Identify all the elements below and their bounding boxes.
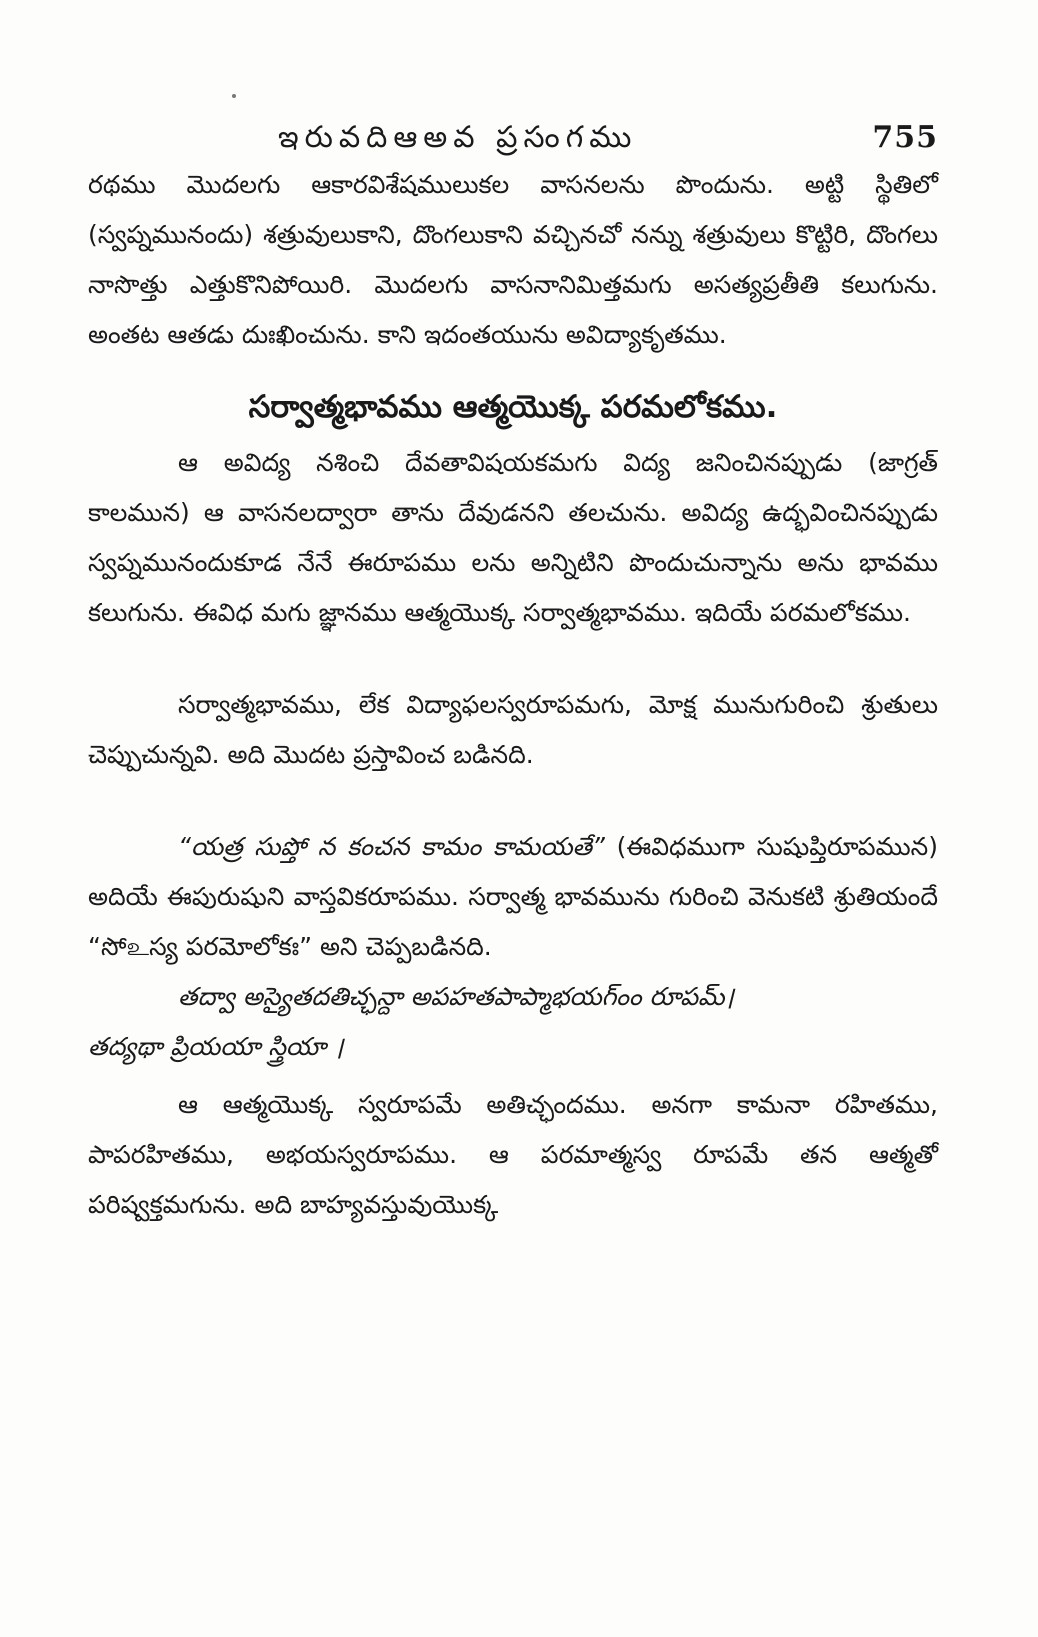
page-number: 755 <box>872 120 938 155</box>
scan-speck <box>232 94 236 98</box>
section-heading: సర్వాత్మభావము ఆత్మయొక్క పరమలోకము. <box>248 389 778 425</box>
sanskrit-verse-line-1: తద్వా అస్యైతదతిచ్ఛన్దా అపహతపాప్మాభయగ్ంం రూపమ్। <box>178 982 734 1011</box>
paragraph-gap <box>88 638 938 680</box>
paragraph-1: రథము మొదలగు ఆకారవిశేషములుకల వాసనలను పొందును. అట్టి స్థితిలో (స్వప్నమునందు) శత్రువులుకాని, దొంగలుకాని వచ్చినచో నన్ను శత్రువులు కొట్టిరి, దొంగలు నాసొత్తు ఎత్తుకొనిపోయిరి. మొదలగు వాసనానిమిత్తమగు అసత్యప్రతీతి కలుగును. అంతట ఆతడు దుఃఖించును. కాని ఇదంతయును అవిద్యాకృతము. <box>88 170 938 349</box>
paragraph-4 <box>88 822 938 972</box>
shruti-quote: “యత్ర సుప్తో న కంచన కామం కామయతే” <box>178 832 605 861</box>
chapter-title: ఇరువదిఆఅవ ప్రసంగము <box>278 120 638 155</box>
sanskrit-verse-line-2: తద్యథా ప్రియయా స్త్రియా । <box>88 1032 344 1061</box>
paragraph-5: ఆ ఆత్మయొక్క స్వరూపమే అతిచ్ఛందము. అనగా కామనా రహితము, పాపరహితము, అభయస్వరూపము. ఆ పరమాత్మస్వ రూపమే తన ఆత్మతో పరిష్వక్తమగును. అది బాహ్యవస్తువుయొక్క <box>88 1090 938 1219</box>
paragraph-4-text: (ఈవిధముగా సుషుప్తిరూపమున) అదియే ఈపురుషుని వాస్తవికరూపము. సర్వాత్మ భావమును గురించి వెనుకటి శ్రుతియందే “సోஉస్య పరమోలోకః” అని చెప్పబడినది. <box>88 832 938 961</box>
paragraph-gap <box>88 780 938 822</box>
paragraph-3: సర్వాత్మభావము, లేక విద్యాఫలస్వరూపమగు, మోక్ష మునుగురించి శ్రుతులు చెప్పుచున్నవి. అది మొదట ప్రస్తావించ బడినది. <box>88 690 938 769</box>
paragraph-2: ఆ అవిద్య నశించి దేవతావిషయకమగు విద్య జనించినప్పుడు (జాగ్రత్ కాలమున) ఆ వాసనలద్వారా తాను దేవుడనని తలచును. అవిద్య ఉద్భవించినప్పుడు స్వప్నమునందుకూడ నేనే ఈరూపము లను అన్నిటిని పొందుచున్నాను అను భావము కలుగును. ఈవిధ మగు జ్ఞానము ఆత్మయొక్క సర్వాత్మభావము. ఇదియే పరమలోకము. <box>88 448 938 627</box>
book-page <box>88 120 938 1230</box>
running-header <box>88 120 938 160</box>
